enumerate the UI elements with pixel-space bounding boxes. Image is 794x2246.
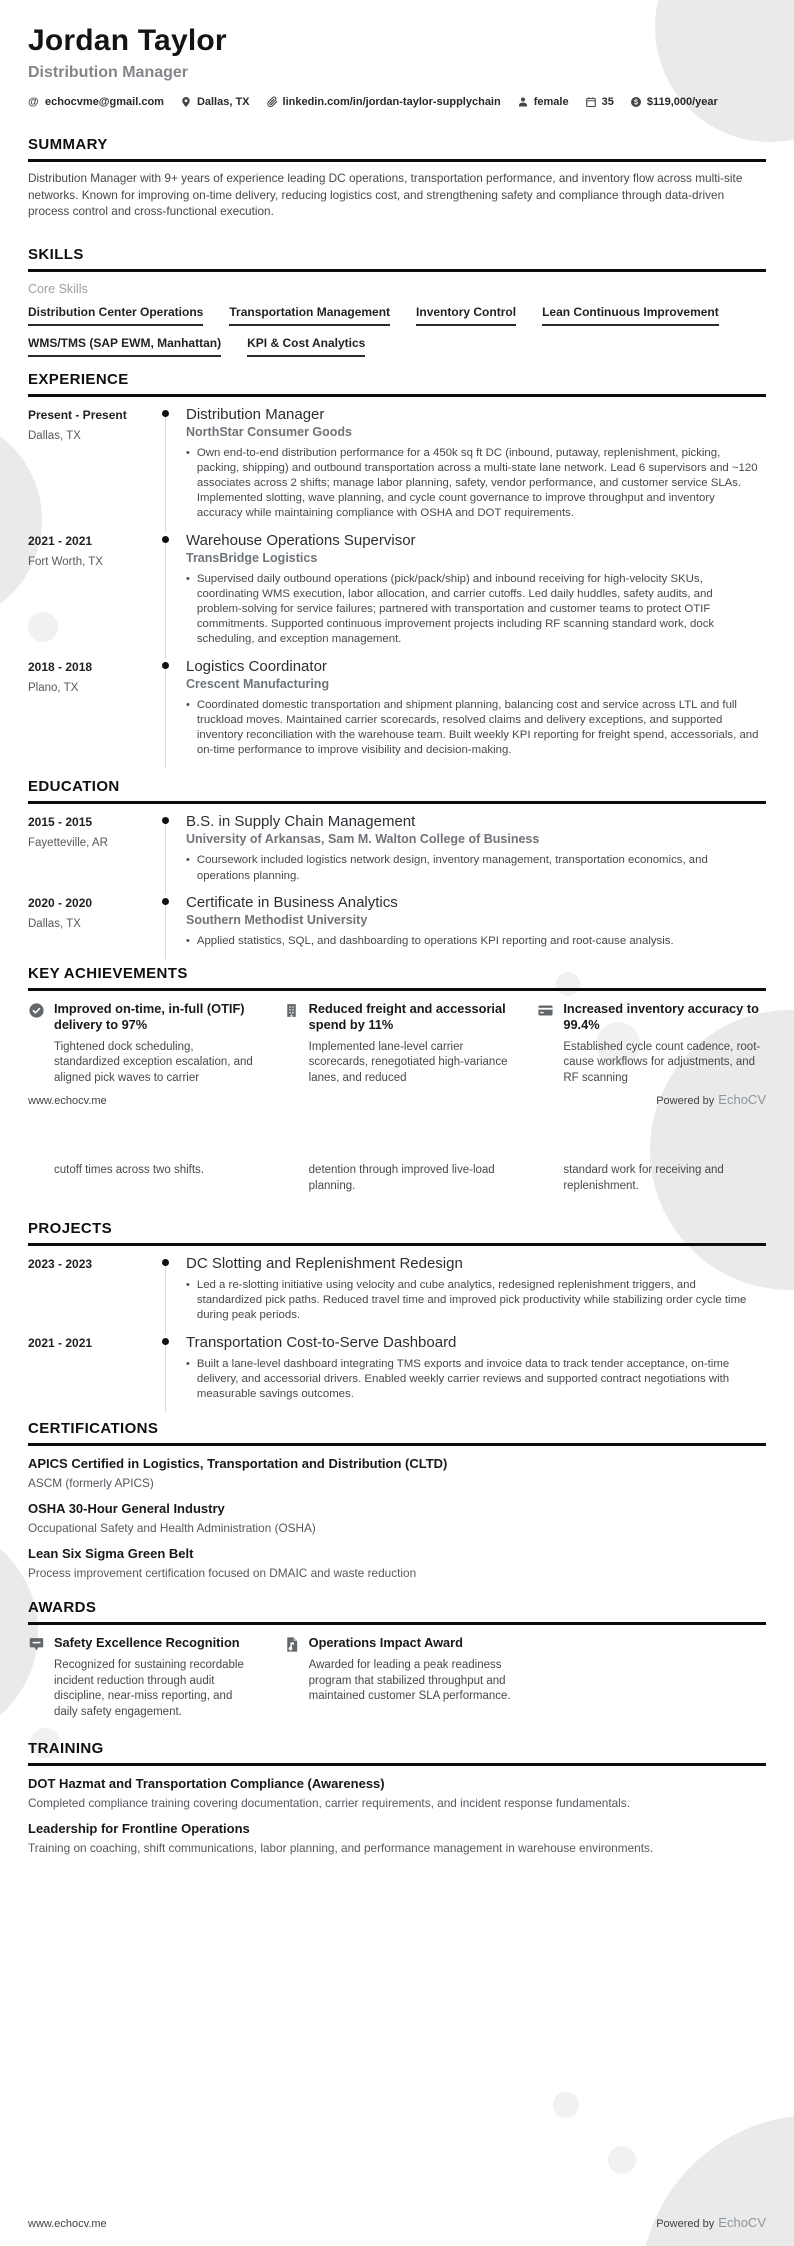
experience-title: Distribution Manager xyxy=(186,405,325,423)
bullet-icon: • xyxy=(186,446,190,459)
at-icon: @ xyxy=(28,96,39,108)
certification-title: APICS Certified in Logistics, Transportation and Distribution (CLTD) xyxy=(28,1456,448,1472)
experience-company: NorthStar Consumer Goods xyxy=(186,424,352,439)
education-school: University of Arkansas, Sam M. Walton College of Business xyxy=(186,832,540,847)
timeline-dot xyxy=(162,662,169,669)
bullet-icon: • xyxy=(186,934,190,947)
experience-location: Dallas, TX xyxy=(28,429,81,442)
certificate-doc-icon xyxy=(283,1635,300,1652)
project-title: Transportation Cost-to-Serve Dashboard xyxy=(186,1333,457,1351)
experience-dates: 2021 - 2021 xyxy=(28,533,93,548)
achievements-continued-row xyxy=(28,1163,766,1194)
certification-item xyxy=(28,1546,766,1581)
experience-entry xyxy=(28,532,766,648)
award-text: Recognized for sustaining recordable incident reduction through audit discipline, near-miss reporting, and daily safety engagement. xyxy=(54,1659,244,1718)
experience-entry xyxy=(28,658,766,759)
certification-item xyxy=(28,1456,766,1491)
achievements-heading: KEY ACHIEVEMENTS xyxy=(28,965,766,991)
footer-powered xyxy=(656,1091,766,1109)
bullet-icon: • xyxy=(186,572,190,585)
contact-email[interactable] xyxy=(28,96,164,108)
candidate-name: Jordan Taylor xyxy=(28,24,227,57)
achievement-text-continued: cutoff times across two shifts. xyxy=(54,1164,204,1176)
footer-powered xyxy=(656,2214,766,2232)
achievement-card xyxy=(28,1001,257,1087)
certification-issuer: Process improvement certification focused on DMAIC and waste reduction xyxy=(28,1566,417,1581)
experience-bullet-text: Own end-to-end distribution performance for a 450k sq ft DC (inbound, putaway, replenishment, picking, packing, shipping) and outbound transportation across a multi-state lane network. Lead 6 supervisors and ~120 associates across 2 shifts; manage labor planning, safety, vendor performance, and customer service SLAs. Implemented slotting, wave planning, and cycle count governance to improve throughput and inventory accuracy while maintaining compliance with OSHA and DOT requirements. xyxy=(196,446,758,520)
experience-company: TransBridge Logistics xyxy=(186,550,318,565)
paperclip-icon xyxy=(266,96,278,108)
experience-heading: EXPERIENCE xyxy=(28,371,766,397)
check-circle-icon xyxy=(28,1001,45,1018)
training-description: Training on coaching, shift communications, labor planning, and performance management in warehouse environments. xyxy=(28,1841,654,1856)
achievement-title: Reduced freight and accessorial spend by 11% xyxy=(308,1000,506,1032)
footer-powered-text: Powered by xyxy=(656,2218,715,2230)
timeline xyxy=(146,406,186,522)
certification-issuer: ASCM (formerly APICS) xyxy=(28,1476,154,1491)
experience-title: Warehouse Operations Supervisor xyxy=(186,531,416,549)
timeline xyxy=(146,1334,186,1403)
skills-group-label: Core Skills xyxy=(28,281,88,296)
skill-item: Distribution Center Operations xyxy=(28,305,203,326)
experience-title: Logistics Coordinator xyxy=(186,657,327,675)
timeline-dot xyxy=(162,1338,169,1345)
training-item xyxy=(28,1821,766,1856)
achievement-title: Improved on-time, in-full (OTIF) delivery to 97% xyxy=(54,1000,245,1032)
skill-item: KPI & Cost Analytics xyxy=(247,336,365,357)
education-dates: 2020 - 2020 xyxy=(28,895,93,910)
project-bullet-text: Built a lane-level dashboard integrating TMS exports and invoice data to track tender acceptance, on-time delivery, and accessorial drivers. Enabled weekly carrier reviews and supported contract negotiations with measurable savings outcomes. xyxy=(196,1357,730,1401)
skill-item: Inventory Control xyxy=(416,305,516,326)
timeline xyxy=(146,1255,186,1324)
footer-site-link[interactable]: www.echocv.me xyxy=(28,2218,107,2230)
page-2 xyxy=(0,1123,794,2246)
contact-location xyxy=(180,96,250,108)
summary-text: Distribution Manager with 9+ years of experience leading DC operations, transportation performance, and inventory flow across multi-site networks. Known for improving on-time delivery, reducing logistics cost, and strengthening safety and compliance through data-driven process control and cross-functional execution. xyxy=(28,171,743,218)
contact-email-text: echocvme@gmail.com xyxy=(45,96,164,108)
education-degree: Certificate in Business Analytics xyxy=(186,893,398,911)
education-dates: 2015 - 2015 xyxy=(28,815,93,830)
timeline-dot xyxy=(162,1259,169,1266)
award-card xyxy=(283,1635,512,1720)
skills-list xyxy=(28,305,766,357)
bullet-icon: • xyxy=(186,1279,190,1291)
timeline xyxy=(146,658,186,759)
projects-heading: PROJECTS xyxy=(28,1220,766,1246)
project-title: DC Slotting and Replenishment Redesign xyxy=(186,1255,463,1272)
education-bullet-text: Applied statistics, SQL, and dashboarding to operations KPI reporting and root-cause analysis. xyxy=(196,934,674,947)
footer-brand: EchoCV xyxy=(718,2215,766,2230)
achievement-text: Established cycle count cadence, root-cause workflows for adjustments, and RF scanning xyxy=(563,1040,761,1084)
page-footer xyxy=(28,2214,766,2232)
education-degree: B.S. in Supply Chain Management xyxy=(186,813,416,831)
certification-issuer: Occupational Safety and Health Administration (OSHA) xyxy=(28,1521,316,1536)
contact-salary-text: $119,000/year xyxy=(646,96,718,108)
certifications-heading: CERTIFICATIONS xyxy=(28,1420,766,1446)
achievement-text-continued: standard work for receiving and replenishment. xyxy=(563,1164,724,1192)
timeline xyxy=(146,532,186,648)
education-location: Fayetteville, AR xyxy=(28,837,108,850)
education-bullet-text: Coursework included logistics network design, inventory management, transportation economics, and operations planning. xyxy=(196,854,708,882)
education-location: Dallas, TX xyxy=(28,917,81,930)
credit-card-icon xyxy=(537,1001,554,1018)
skills-heading: SKILLS xyxy=(28,246,766,272)
experience-dates: 2018 - 2018 xyxy=(28,659,93,674)
award-text: Awarded for leading a peak readiness program that stabilized throughput and maintained customer SLA performance. xyxy=(308,1659,511,1703)
achievements-grid xyxy=(28,1001,766,1087)
achievement-card xyxy=(283,1001,512,1087)
bullet-icon: • xyxy=(186,698,190,711)
contact-age xyxy=(585,96,614,108)
training-item xyxy=(28,1776,766,1811)
footer-site-link[interactable]: www.echocv.me xyxy=(28,1095,107,1107)
education-school: Southern Methodist University xyxy=(186,912,368,927)
building-icon xyxy=(283,1001,300,1018)
training-title: DOT Hazmat and Transportation Compliance (Awareness) xyxy=(28,1776,385,1792)
contact-linkedin[interactable] xyxy=(266,96,501,108)
dollar-icon xyxy=(630,96,642,108)
experience-location: Plano, TX xyxy=(28,681,79,694)
project-bullet-text: Led a re-slotting initiative using velocity and cube analytics, redesigned replenishment triggers, and standardized pick paths. Reduced travel time and improved pick productivity while stabilizing order cycle time during peak periods. xyxy=(196,1279,747,1322)
achievement-text-continued: detention through improved live-load planning. xyxy=(308,1164,495,1192)
project-dates: 2021 - 2021 xyxy=(28,1335,93,1350)
timeline-dot xyxy=(162,536,169,543)
certification-title: OSHA 30-Hour General Industry xyxy=(28,1501,225,1517)
bullet-icon: • xyxy=(186,1357,190,1370)
contact-gender xyxy=(517,96,569,108)
location-pin-icon xyxy=(180,96,192,108)
contact-linkedin-text: linkedin.com/in/jordan-taylor-supplychain xyxy=(282,96,501,108)
timeline-dot xyxy=(162,898,169,905)
experience-company: Crescent Manufacturing xyxy=(186,676,330,691)
education-entry xyxy=(28,894,766,949)
footer-brand: EchoCV xyxy=(718,1092,766,1107)
experience-location: Fort Worth, TX xyxy=(28,555,103,568)
page-footer xyxy=(28,1091,766,1109)
calendar-icon xyxy=(585,96,597,108)
achievement-title: Increased inventory accuracy to 99.4% xyxy=(563,1000,759,1032)
training-heading: TRAINING xyxy=(28,1740,766,1766)
timeline-dot xyxy=(162,817,169,824)
timeline-dot xyxy=(162,410,169,417)
bullet-icon: • xyxy=(186,854,190,867)
skill-item: Lean Continuous Improvement xyxy=(542,305,719,326)
experience-bullet-text: Coordinated domestic transportation and shipment planning, balancing cost and service across LTL and full truckload moves. Maintained carrier scorecards, resolved claims and delivery exceptions, and supported inventory reconciliation with the warehouse team. Built weekly KPI reporting for freight spend, accessorials, and on-time performance to improve visibility and decision-making. xyxy=(196,698,759,757)
awards-grid xyxy=(28,1635,766,1720)
person-icon xyxy=(517,96,529,108)
skill-item: Transportation Management xyxy=(229,305,390,326)
contact-salary xyxy=(630,96,718,108)
education-entry xyxy=(28,813,766,883)
footer-powered-text: Powered by xyxy=(656,1095,715,1107)
project-dates: 2023 - 2023 xyxy=(28,1257,93,1271)
experience-bullet-text: Supervised daily outbound operations (pick/pack/ship) and inbound receiving for high-velocity SKUs, coordinating WMS execution, labor allocation, and carrier cutoffs. Led daily huddles, safety audits, and problem-solving for service failures; partnered with transportation and customer teams to protect OTIF commitments. Supported continuous improvement projects including RF scanning standard work, dock scheduling, and exception management. xyxy=(196,572,715,646)
project-entry xyxy=(28,1334,766,1403)
certification-title: Lean Six Sigma Green Belt xyxy=(28,1546,194,1562)
achievement-text: Implemented lane-level carrier scorecards, renegotiated high-variance lanes, and reduced xyxy=(308,1040,508,1084)
training-title: Leadership for Frontline Operations xyxy=(28,1821,250,1837)
contact-location-text: Dallas, TX xyxy=(196,96,250,108)
award-title: Operations Impact Award xyxy=(308,1635,463,1651)
contact-age-text: 35 xyxy=(601,96,614,108)
award-card xyxy=(28,1635,257,1720)
summary-heading: SUMMARY xyxy=(28,136,766,162)
experience-dates: Present - Present xyxy=(28,407,127,422)
certification-item xyxy=(28,1501,766,1536)
timeline xyxy=(146,894,186,949)
experience-entry xyxy=(28,406,766,522)
achievement-text: Tightened dock scheduling, standardized exception escalation, and aligned pick waves to carrier xyxy=(54,1040,253,1084)
contact-gender-text: female xyxy=(533,96,569,108)
skill-item: WMS/TMS (SAP EWM, Manhattan) xyxy=(28,336,221,357)
candidate-job-title: Distribution Manager xyxy=(28,64,189,81)
achievement-card xyxy=(537,1001,766,1087)
project-entry xyxy=(28,1255,766,1324)
contact-row xyxy=(28,96,766,108)
award-title: Safety Excellence Recognition xyxy=(54,1635,240,1651)
timeline xyxy=(146,813,186,883)
chat-badge-icon xyxy=(28,1635,45,1652)
education-heading: EDUCATION xyxy=(28,778,766,804)
awards-heading: AWARDS xyxy=(28,1599,766,1625)
training-description: Completed compliance training covering documentation, carrier requirements, and incident response fundamentals. xyxy=(28,1796,630,1811)
